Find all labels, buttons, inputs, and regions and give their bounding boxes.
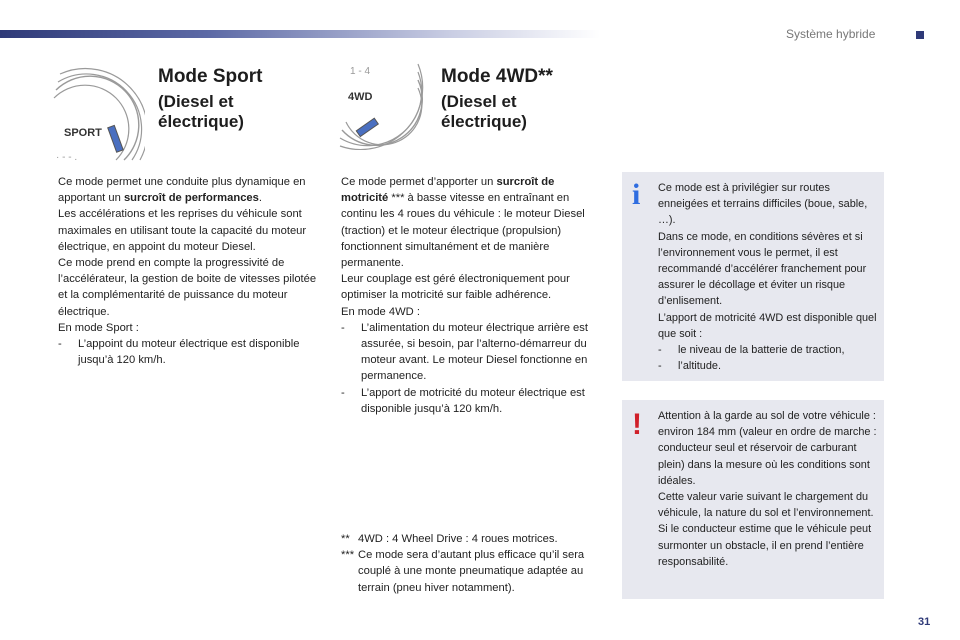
warning-box — [622, 400, 884, 599]
svg-text:· - - .: · - - . — [56, 152, 78, 162]
warning-paragraph-3: Si le conducteur estime que le véhicule peut surmonter un obstacle, il en prend l’entière responsabilité. — [658, 523, 872, 568]
info-paragraph-1: Ce mode est à privilégier sur routes enneigées et terrains difficiles (boue, sable, …). — [658, 182, 868, 227]
sport-title: Mode Sport — [158, 66, 263, 87]
4wd-bullet-1: - L’alimentation du moteur électrique arrière est assurée, si besoin, par l’alterno-démarreur du moteur avant. Le moteur Diesel fonctionne en permanence. — [341, 321, 588, 383]
info-icon: i — [632, 178, 641, 211]
warning-box-text — [658, 408, 880, 570]
info-bullet-1: - le niveau de la batterie de traction, — [658, 344, 845, 357]
footnote-4wd: ** 4WD : 4 Wheel Drive : 4 roues motrices. — [341, 533, 558, 545]
sport-dial-label: SPORT — [64, 127, 102, 139]
sport-paragraph-2: Les accélérations et les reprises du véhicule sont maximales en utilisant toute la capacité du moteur électrique, en appoint du moteur Diesel. — [58, 208, 307, 253]
info-box — [622, 172, 884, 381]
sport-paragraph-3: Ce mode prend en compte la progressivité de l’accélérateur, la gestion de boite de vitesses pilotée et la complémentarité de puissance du moteur électrique. — [58, 257, 317, 318]
4wd-bullet-2: - L’apport de motricité du moteur électrique est disponible jusqu’à 120 km/h. — [341, 386, 585, 415]
header-marker — [916, 31, 924, 39]
info-box-text — [658, 180, 880, 374]
warning-paragraph-1: Attention à la garde au sol de votre véhicule : environ 184 mm (valeur en ordre de marche : conducteur seul et réservoir de carburant plein) dans la mesure où les conditions sont idéales. — [658, 410, 877, 487]
sport-paragraph-1: Ce mode permet une conduite plus dynamique en apportant un surcroît de performances. — [58, 176, 306, 205]
4wd-paragraph-1: Ce mode permet d’apporter un surcroît de motricité *** à basse vitesse en entraînant en continu les 4 roues du véhicule : le moteur Diesel (traction) et le moteur électrique (propulsion) fonctionnent simultanément et de manière permanente. — [341, 176, 585, 270]
warning-paragraph-2: Cette valeur varie suivant le chargement du véhicule, la nature du sol et l’environnement. — [658, 491, 874, 520]
4wd-dial-label: 4WD — [348, 91, 373, 103]
section-title: Système hybride — [786, 27, 876, 41]
info-bullet-2: - l’altitude. — [658, 360, 721, 373]
footnotes — [341, 531, 603, 596]
sport-bullet-1: - L’appoint du moteur électrique est disponible jusqu’à 120 km/h. — [58, 338, 300, 367]
4wd-mode-dial-illustration — [334, 60, 424, 150]
warning-icon: ! — [632, 408, 642, 441]
4wd-subtitle-line2: électrique) — [441, 112, 527, 131]
sport-mode-dial-illustration — [50, 62, 145, 162]
info-paragraph-3: L’apport de motricité 4WD est disponible quel que soit : — [658, 311, 877, 340]
page-number: 31 — [918, 616, 931, 628]
info-paragraph-2: Dans ce mode, en conditions sévères et si l’environnement vous le permet, il est recommandé d’accélérer franchement pour assurer le décollage et éviter un risque d’enlisement. — [658, 230, 867, 308]
sport-body — [58, 174, 320, 368]
4wd-paragraph-2: Leur couplage est géré électroniquement pour optimiser la motricité sur faible adhérence. — [341, 273, 570, 302]
4wd-subtitle-line1: (Diesel et — [441, 92, 517, 111]
4wd-title: Mode 4WD** — [441, 66, 553, 87]
svg-text:1 - 4: 1 - 4 — [350, 66, 371, 77]
footnote-efficacy: *** Ce mode sera d’autant plus efficace qu’il sera couplé à une monte pneumatique adaptée au terrain (pneu hiver notamment). — [341, 549, 585, 594]
sport-subtitle-line2: électrique) — [158, 112, 244, 131]
header-bar — [0, 30, 600, 38]
4wd-body — [341, 174, 599, 417]
4wd-paragraph-3: En mode 4WD : — [341, 305, 420, 318]
sport-subtitle-line1: (Diesel et — [158, 92, 234, 111]
sport-paragraph-4: En mode Sport : — [58, 321, 139, 334]
